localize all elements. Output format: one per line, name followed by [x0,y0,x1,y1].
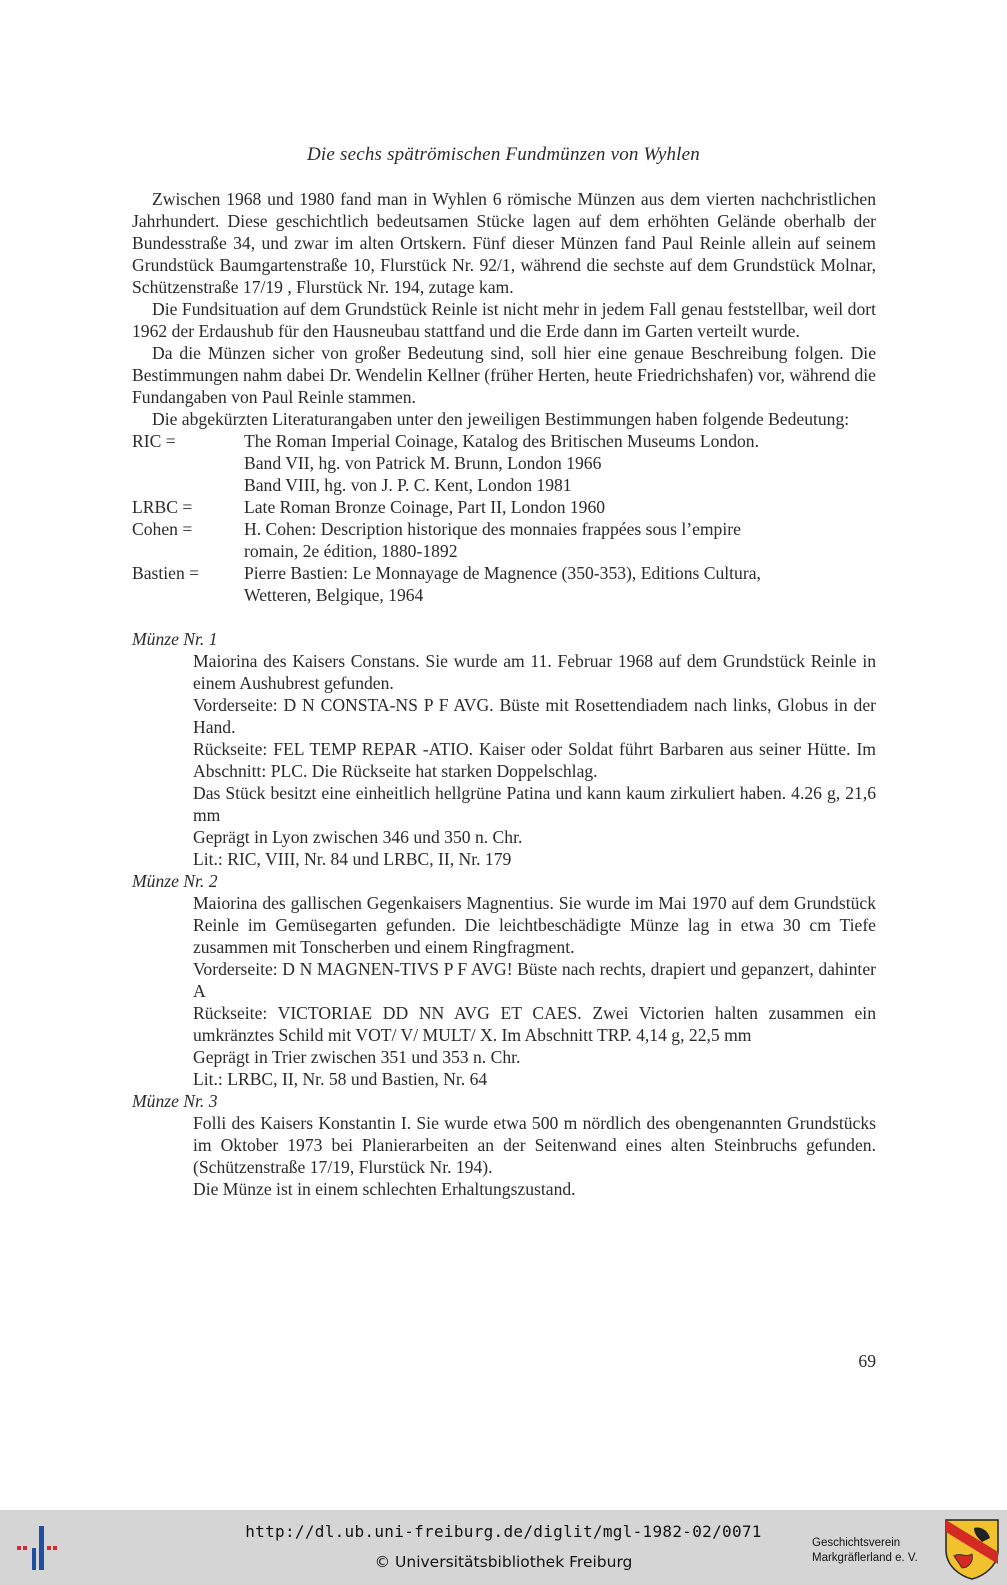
footer-url-link[interactable]: http://dl.ub.uni-freiburg.de/diglit/mgl-1982-02/0071 [245,1522,762,1541]
abbreviation-line: Late Roman Bronze Coinage, Part II, London 1960 [244,497,606,517]
coin-description-line: Maiorina des gallischen Gegenkaisers Magnentius. Sie wurde im Mai 1970 auf dem Grundstück Reinle im Gemüsegarten gefunden. Die leichtbeschädigte Münze lag in etwa 30 cm Tiefe zusammen mit Tonscherben und einem Ringfragment. [193,893,876,957]
abbreviation-key: Bastien = [132,563,200,583]
abbreviation-value [244,496,876,518]
section-spacer [132,606,876,628]
page-number: 69 [858,1351,876,1371]
coin-entry-1 [132,628,876,870]
coin-description-line: Das Stück besitzt eine einheitlich hellgrüne Patina und kann kaum zirkuliert haben. 4.26 g, 21,6 mm [193,783,876,825]
coin-entry-3 [132,1090,876,1200]
abbreviation-lrbc [132,496,876,518]
coin-description-line: Maiorina des Kaisers Constans. Sie wurde am 11. Februar 1968 auf dem Grundstück Reinle in einem Aushubrest gefunden. [193,651,876,693]
abbreviation-line: H. Cohen: Description historique des monnaies frappées sous l’empire [244,519,741,539]
abbreviation-key: Cohen = [132,519,193,539]
abbreviation-line: Pierre Bastien: Le Monnayage de Magnence (350-353), Editions Cultura, [244,563,761,583]
footer-organization [812,1536,918,1566]
abbreviation-bastien [132,562,876,606]
coin-entry-2 [132,870,876,1090]
coin-description-line: Geprägt in Lyon zwischen 346 und 350 n. Chr. [193,827,523,847]
coin-heading: Münze Nr. 3 [132,1091,218,1111]
intro-paragraph: Da die Münzen sicher von großer Bedeutung sind, soll hier eine genaue Beschreibung folgen. Die Bestimmungen nahm dabei Dr. Wendelin Kellner (früher Herten, heute Friedrichshafen) vor, während die Fundangaben von Paul Reinle stammen. [132,343,876,407]
abbreviation-line: Band VII, hg. von Patrick M. Brunn, London 1966 [244,453,602,473]
coin-heading: Münze Nr. 1 [132,629,218,649]
coin-description [132,1112,876,1200]
coin-description-line: Lit.: RIC, VIII, Nr. 84 und LRBC, II, Nr. 179 [193,849,512,869]
coin-description [132,892,876,1090]
article-body [132,188,876,1200]
abbreviation-line: Band VIII, hg. von J. P. C. Kent, London 1981 [244,475,572,495]
abbreviation-key: RIC = [132,431,176,451]
footer-bar [0,1510,1007,1585]
footer-org-line: Geschichtsverein [812,1537,901,1549]
abbreviation-value [244,430,876,496]
footer-org-line: Markgräflerland e. V. [812,1552,918,1564]
running-title: Die sechs spätrömischen Fundmünzen von Wyhlen [307,144,700,165]
coin-description-line: Vorderseite: D N CONSTA-NS P F AVG. Büste mit Rosettendiadem nach links, Globus in der Hand. [193,695,876,737]
abbreviation-key: LRBC = [132,497,193,517]
coin-description-line: Vorderseite: D N MAGNEN-TIVS P F AVG! Büste nach rechts, drapiert und gepanzert, dahinter A [193,959,876,1001]
coin-description-line: Rückseite: FEL TEMP REPAR -ATIO. Kaiser oder Soldat führt Barbaren aus seiner Hütte. Im Abschnitt: PLC. Die Rückseite hat starken Doppelschlag. [193,739,876,781]
abbreviation-cohen [132,518,876,562]
abbreviation-line: Wetteren, Belgique, 1964 [244,585,424,605]
coin-heading: Münze Nr. 2 [132,871,218,891]
abbreviation-value [244,562,876,606]
coin-description-line: Die Münze ist in einem schlechten Erhaltungszustand. [193,1179,576,1199]
coin-description-line: Rückseite: VICTORIAE DD NN AVG ET CAES. Zwei Victorien halten zusammen ein umkränztes Schild mit VOT/ V/ MULT/ X. Im Abschnitt TRP. 4,14 g, 22,5 mm [193,1003,876,1045]
coin-description-line: Lit.: LRBC, II, Nr. 58 und Bastien, Nr. 64 [193,1069,488,1089]
abbreviation-line: The Roman Imperial Coinage, Katalog des Britischen Museums London. [244,431,760,451]
abbreviation-line: romain, 2e édition, 1880-1892 [244,541,458,561]
coat-of-arms-icon [944,1518,1000,1580]
abbreviation-list [132,430,876,606]
coin-description-line: Folli des Kaisers Konstantin I. Sie wurde etwa 500 m nördlich des obengenannten Grundstücks im Oktober 1973 bei Planierarbeiten an der Seitenwand eines alten Steinbruchs gefunden. (Schützenstraße 17/19, Flurstück Nr. 194). [193,1113,876,1177]
abbreviation-ric [132,430,876,496]
intro-paragraph: Zwischen 1968 und 1980 fand man in Wyhlen 6 römische Münzen aus dem vierten nachchristlichen Jahrhundert. Diese geschichtlich bedeutsamen Stücke lagen auf dem erhöhten Gelände oberhalb der Bundesstraße 34, und zwar im alten Ortskern. Fünf dieser Münzen fand Paul Reinle allein auf seinem Grundstück Baumgartenstraße 10, Flurstück Nr. 92/1, während die sechste auf dem Grundstück Molnar, Schützenstraße 17/19 , Flurstück Nr. 194, zutage kam. [132,189,876,297]
abbreviation-value [244,518,876,562]
coin-description [132,650,876,870]
footer-copyright: © Universitätsbibliothek Freiburg [374,1553,633,1571]
coin-description-line: Geprägt in Trier zwischen 351 und 353 n. Chr. [193,1047,521,1067]
intro-paragraph: Die abgekürzten Literaturangaben unter den jeweiligen Bestimmungen haben folgende Bedeutung: [152,409,850,429]
intro-paragraph: Die Fundsituation auf dem Grundstück Reinle ist nicht mehr in jedem Fall genau feststellbar, weil dort 1962 der Erdaushub für den Hausneubau stattfand und die Erde dann im Garten verteilt wurde. [132,299,876,341]
